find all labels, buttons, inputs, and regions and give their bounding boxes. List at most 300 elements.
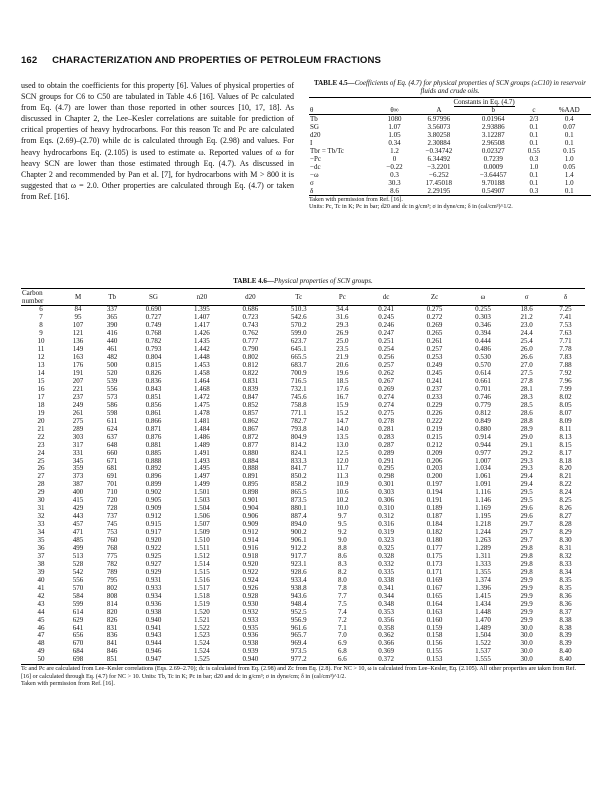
table-cell: 698 [61,656,95,664]
table-cell: 0.904 [242,504,259,513]
table-cell: 33 [37,520,45,529]
table-cell: 586 [106,400,118,409]
table-cell: 0.915 [145,520,162,529]
table-cell: 0.866 [145,416,162,425]
table-cell: 0.3 [529,154,539,163]
table-cell: 641 [72,623,84,632]
table-cell: 1.2 [390,146,399,155]
table-cell: 6.6 [323,656,362,664]
table-cell: 0.316 [378,520,394,529]
table-cell: 0.812 [242,361,259,370]
table-cell: 35 [37,536,45,545]
table-cell: 0.932 [242,607,259,616]
table-cell: 41 [37,583,45,592]
table-cell: 107 [72,321,84,330]
table-cell: 0.939 [242,647,259,656]
table-cell: 1.497 [194,472,210,481]
table-cell: 0.888 [145,456,162,465]
table-cell: 0.861 [145,408,162,417]
table-cell: 0.701 [475,384,491,393]
table-cell: 0.812 [475,408,491,417]
table-cell: 665.5 [290,353,307,362]
table-4-6-grid [21,288,585,665]
col-header-c: c [520,106,547,115]
table-cell: 1.486 [194,432,210,441]
table-cell: 0.909 [145,504,162,513]
table-cell: 0.847 [242,392,259,401]
table-cell: 9 [39,329,43,338]
table-cell: 0.871 [145,424,162,433]
table-cell: 0.749 [145,321,162,330]
table-cell: 1.512 [194,551,210,560]
table-cell: 1.395 [194,305,210,314]
table-cell: 15 [37,376,45,385]
table-cell: 0.530 [475,353,491,362]
table-cell: 0.1 [564,138,574,147]
table-cell: 0.241 [378,305,394,314]
table-cell: 0.851 [145,392,162,401]
table-cell: 0.348 [378,599,394,608]
table-cell: 8.39 [559,639,572,648]
table-cell: 1.515 [194,567,210,576]
table-cell: 1.468 [194,384,210,393]
table-cell: 0.880 [475,424,491,433]
table-cell: I [310,138,313,147]
table-cell: 37 [37,551,45,560]
table-cell: 11.3 [336,472,349,481]
table-cell: 846 [106,647,118,656]
table-cell: 1.0 [564,154,574,163]
table-cell: 7.5 [338,599,347,608]
table-cell: 520 [106,369,118,378]
table-cell: 29.7 [520,520,533,529]
table-cell: 0.346 [475,321,491,330]
table-cell: 1.517 [194,583,210,592]
table-cell: 0.344 [378,591,394,600]
table-cell: 8.0 [338,575,347,584]
table-cell: 0.295 [378,464,394,473]
table-cell: 440 [106,337,118,346]
table-cell: 18 [37,400,45,409]
table-cell: 0.338 [378,575,394,584]
table-cell: 0.4 [564,114,574,123]
table-cell: 0.02327 [481,146,505,155]
table-cell: 0.366 [378,639,394,648]
table-cell: 952.5 [290,607,307,616]
table-4-6 [21,277,585,688]
table-cell: 1.116 [475,488,491,497]
table-cell: 29.7 [520,536,533,545]
table-cell: 573 [106,392,118,401]
table-cell: 8.18 [559,456,572,465]
table-cell: −3.64457 [479,170,507,179]
table-cell: 30.0 [520,647,533,656]
table-cell: 556 [72,575,84,584]
table-4-6-label: TABLE 4.6— [233,277,274,285]
table-cell: 14.0 [336,424,349,433]
table-4-5-label: TABLE 4.5— [313,79,355,87]
table-cell: 10.6 [336,488,349,497]
table-cell: 0.229 [426,400,443,409]
table-cell: 0.614 [475,369,491,378]
table-cell: 17 [37,392,45,401]
table-cell: 29.8 [520,551,533,560]
table-cell: 8.05 [559,400,572,409]
table-cell: 0.255 [475,305,491,314]
table-4-5-group-header-row [309,97,591,106]
table-cell: 808 [106,591,118,600]
table-cell: 1.503 [194,496,210,505]
table-cell: 8.35 [559,575,572,584]
table-cell: 0.278 [378,416,394,425]
table-cell: 207 [72,376,84,385]
table-cell: 1.520 [194,607,210,616]
table-cell: 0.777 [242,337,259,346]
table-cell: 1.396 [475,583,491,592]
column-header: SG [129,289,177,306]
table-cell: 795 [106,575,118,584]
table-cell: 0.843 [145,384,162,393]
table-cell: 0.200 [426,472,443,481]
table-cell: 8.34 [559,567,572,576]
table-cell: 30.0 [507,656,546,664]
table-cell: 0.237 [426,384,443,393]
table-cell: 28.1 [520,384,533,393]
table-row [309,171,591,179]
table-cell: 24 [37,448,45,457]
table-cell: 365 [106,313,118,322]
col-header-a: A [412,106,466,115]
table-4-5 [309,79,591,211]
table-cell: 0.325 [378,544,394,552]
table-cell: 12.0 [336,456,349,465]
table-cell: 973.5 [290,647,307,656]
table-cell: 0.881 [145,440,162,449]
table-cell: 7.71 [559,337,572,346]
table-cell: 8.35 [559,583,572,592]
table-cell: 0.341 [378,583,394,592]
table-cell: 1.475 [194,400,210,409]
table-cell: 28 [37,480,45,489]
table-cell: 0.862 [242,416,259,425]
table-cell: 1.472 [194,392,210,401]
table-cell: 6.9 [338,639,347,648]
table-cell: 0.857 [242,408,259,417]
table-cell: 19.6 [336,369,349,378]
table-cell: 0.169 [426,575,443,584]
table-cell: 782.7 [290,416,307,425]
table-cell: 0.163 [426,607,443,616]
table-4-6-note: Tc and Pc are calculated from Lee–Kesler correlations (Eqs. 2.69–2.70); dc is calculated from Eq. (2.98) and Zc from Eq. (2.8). For NC > 10, ω is calculated from Lee–Kesler, Eq. (2.105). All other properties are taken from Ref. [16] or calculated through Eq. (4.7) for NC > 10. Units: Tb, Tc in K; Pc in bar; d20 and dc in g/cm³; σ in dyne/cm; δ in (cal/cm³)^1/2. [21,666,577,680]
table-cell: 670 [72,639,84,648]
table-cell: 0.356 [378,615,394,624]
table-cell: 373 [72,472,84,481]
table-cell: 1.0 [529,162,539,171]
table-cell: 0.323 [378,536,394,545]
table-cell: 1.522 [194,623,210,632]
table-cell: 46 [37,623,45,632]
table-cell: 648 [106,440,118,449]
table-cell: 30 [37,496,45,505]
table-cell: 1.504 [194,504,210,513]
table-cell: 27.0 [520,361,533,370]
table-cell: 0.358 [378,623,394,632]
table-cell: 0.944 [145,639,162,648]
table-cell: 0.867 [242,424,259,433]
table-cell: 0.914 [475,432,491,441]
table-cell: 0.175 [426,551,443,560]
table-cell: 0.934 [145,591,162,600]
table-cell: 0.372 [362,656,410,664]
table-cell: 8.17 [559,448,572,457]
table-cell: 29.9 [520,575,533,584]
table-cell: 1.478 [194,408,210,417]
table-cell: 0.690 [145,305,162,314]
table-cell: 858.2 [290,480,307,489]
table-cell: 0.822 [242,369,259,378]
table-cell: 8.13 [559,432,572,441]
table-cell: 8.02 [559,392,572,401]
table-cell: 2.93886 [481,122,505,131]
table-cell: 1.453 [194,361,210,370]
table-cell: 0.275 [378,408,394,417]
table-cell: 0.3 [520,187,547,196]
table-4-5-caption [309,79,591,96]
table-4-6-notes [21,666,585,688]
table-cell: 0.926 [242,583,259,592]
table-cell: 0.944 [475,440,491,449]
table-cell: 637 [106,432,118,441]
table-cell: 0.226 [426,408,443,417]
table-cell: −Pc [310,154,321,163]
table-cell: 7.53 [559,321,572,330]
table-cell: 0.909 [242,520,259,529]
table-cell: 793.8 [290,424,307,433]
table-cell: 0.938 [242,639,259,648]
table-cell: 0.274 [378,392,394,401]
table-cell: 8.2 [338,567,347,576]
table-cell: 745 [106,520,118,529]
table-cell: 0.940 [145,615,162,624]
table-cell: 691 [106,472,118,481]
table-cell: 0.486 [475,345,491,354]
table-cell: 1.481 [194,416,210,425]
table-cell: 30.0 [520,639,533,648]
table-cell: 0.165 [426,591,443,600]
table-cell: 0.570 [475,361,491,370]
table-cell: 948.4 [290,599,307,608]
table-cell: 0.353 [378,607,394,616]
table-cell: 510.3 [290,305,307,314]
table-cell: 29.6 [520,504,533,513]
table-cell: 1.415 [475,591,491,600]
table-cell: 1.524 [194,647,210,656]
table-cell: 684 [72,647,84,656]
table-cell: 656 [72,631,84,640]
table-cell: 0.856 [145,400,162,409]
table-cell: 275 [72,416,84,425]
table-cell: 0.1 [547,187,591,196]
table-cell: 7.83 [559,353,572,362]
table-cell: 3.56073 [427,122,451,131]
table-cell: 30.0 [520,623,533,632]
table-cell: 0.782 [145,337,162,346]
table-cell: 11 [37,345,45,354]
table-cell: 917.7 [290,551,307,560]
table-cell: 390 [106,321,118,330]
table-cell: 556 [106,384,118,393]
table-cell: 331 [72,448,84,457]
table-cell: 31 [37,504,45,513]
column-header: Pc [323,289,362,306]
table-cell: 0.3 [390,170,399,179]
table-cell: 416 [106,329,118,338]
table-row [309,139,591,147]
table-cell: 49 [37,647,45,656]
table-cell: 0.269 [426,321,443,330]
table-cell: 1.448 [194,353,210,362]
table-cell: 21.2 [520,313,533,322]
table-cell: 965.7 [290,631,307,640]
table-cell: 0.918 [242,551,259,560]
table-cell: 337 [106,305,118,314]
table-cell: 18.6 [520,305,533,314]
table-cell: 599 [72,599,84,608]
table-cell: 34.4 [336,305,349,314]
table-cell: 0.444 [475,337,491,346]
table-cell: 0.686 [242,305,259,314]
table-cell: 0.328 [378,551,394,560]
table-cell: 8.6 [338,551,347,560]
table-cell: 0.291 [378,456,394,465]
table-cell: 0.159 [426,623,443,632]
table-cell: 163 [72,353,84,362]
table-cell: 38 [37,559,45,568]
table-cell: 0.929 [145,567,162,576]
table-cell: 760 [106,536,118,545]
table-cell: 542 [72,567,84,576]
table-cell: 0.184 [426,520,443,529]
table-cell: 482 [106,353,118,362]
table-cell: 28.5 [520,400,533,409]
table-cell: 1.522 [475,639,491,648]
table-cell: 0.167 [426,583,443,592]
table-cell: 8.07 [559,408,572,417]
table-cell: 0.1 [529,178,539,187]
table-cell: 804.9 [290,432,307,441]
table-cell: 598 [106,408,118,417]
table-cell: 923.1 [290,559,307,568]
table-cell: 2.96508 [481,138,505,147]
table-cell: Tbr = Tb/Tc [310,146,345,155]
table-cell: 7.8 [338,583,347,592]
table-cell: 720 [106,496,118,505]
table-cell: 7.92 [559,369,572,378]
table-cell: 8.24 [559,488,572,497]
table-cell: 7.25 [559,305,572,314]
table-cell: 614 [72,607,84,616]
table-cell: 500 [106,361,118,370]
table-cell: 0.936 [145,599,162,608]
table-cell: −0.34742 [425,146,453,155]
table-cell: 29.9 [520,583,533,592]
table-cell: 0.15 [563,146,576,155]
table-cell: 29.3 [520,456,533,465]
table-cell: 16 [37,384,45,393]
table-cell: 0.901 [242,496,259,505]
table-cell: 0.245 [426,369,443,378]
table-cell: 0.917 [145,528,162,537]
table-cell: 8.09 [559,416,572,425]
table-cell: 0.156 [426,639,443,648]
body-paragraph: used to obtain the coefficients for this property [6]. Values of physical properties of SCN groups for C6 to C50 are tabulated in Table 4.6 [16]. Values of Pc calculated from Eq. (4.7) are lower than those reported in other sources [10, 17, 18]. As discussed in Chapter 2, the Lee–Kesler correlations are suitable for prediction of critical properties of heavy hydrocarbons. For this reason Tc and Pc are calculated from Eqs. (2.69)–(2.70) while dc is calculated through Eq. (2.98) and values. For heavy hydrocarbons Eq. (2.105) is used to estimate ω. Reported values of ω for heavy SCN are lower than those estimated through Eq. (4.7). As discussed in Chapter 2 and recommended by Pan et al. [7], for hydrocarbons with M > 800 it is suggested that ω = 2.0. Other properties are calculated through Eq. (4.7) or taken from Ref. [16]. [21,81,294,201]
table-cell: 0.180 [426,536,443,545]
table-cell: 0.1 [529,170,539,179]
table-cell: 24.4 [520,329,533,338]
table-cell: 0.191 [426,496,443,505]
table-cell: 0.933 [242,615,259,624]
table-cell: 775 [106,551,118,560]
table-cell: 0.55 [527,146,541,155]
table-cell: 0.310 [378,504,394,513]
table-cell: 10.0 [336,504,349,513]
table-cell: 29.8 [520,544,533,552]
table-cell: 0.872 [242,432,259,441]
table-cell: 8.22 [559,480,572,489]
table-cell: 0.938 [145,607,162,616]
table-cell: 8.30 [559,536,572,545]
table-cell: 0.892 [145,464,162,473]
table-cell: 7.7 [338,591,347,600]
table-cell: 29.9 [520,607,533,616]
table-cell: 8.8 [338,544,347,552]
table-cell: 0.253 [426,353,443,362]
table-cell: 1.263 [475,536,491,545]
table-cell: 814 [106,599,118,608]
table-cell: 25 [37,456,45,465]
table-cell: 1.495 [194,464,210,473]
table-cell: d20 [310,130,321,139]
table-cell: 29.3 [336,321,349,330]
table-cell: 43 [37,599,45,608]
table-cell: 570.2 [290,321,307,330]
table-cell: 345 [72,456,84,465]
table-cell: 1.489 [194,440,210,449]
table-cell: 0.194 [426,488,443,497]
table-cell: 1.435 [194,337,210,346]
table-cell: 841.7 [290,464,307,473]
table-cell: 29.4 [520,472,533,481]
table-cell: 0.940 [226,656,274,664]
running-header [21,55,381,66]
table-cell: 471 [72,528,84,537]
table-cell: 8.39 [559,631,572,640]
table-cell: 1.524 [194,639,210,648]
table-cell: 824.1 [290,448,307,457]
table-cell: 768 [106,544,118,552]
table-cell: 831 [106,623,118,632]
table-cell: 826 [106,615,118,624]
table-cell: 0.335 [378,567,394,576]
table-cell: 906.1 [290,536,307,545]
table-cell: 737 [106,512,118,521]
table-cell: 1.4 [564,170,574,179]
table-cell: 0.246 [378,321,394,330]
table-cell: 7.63 [559,329,572,338]
table-cell: 732.1 [290,384,307,393]
table-cell: 0.943 [145,631,162,640]
table-cell: 0.836 [145,376,162,385]
